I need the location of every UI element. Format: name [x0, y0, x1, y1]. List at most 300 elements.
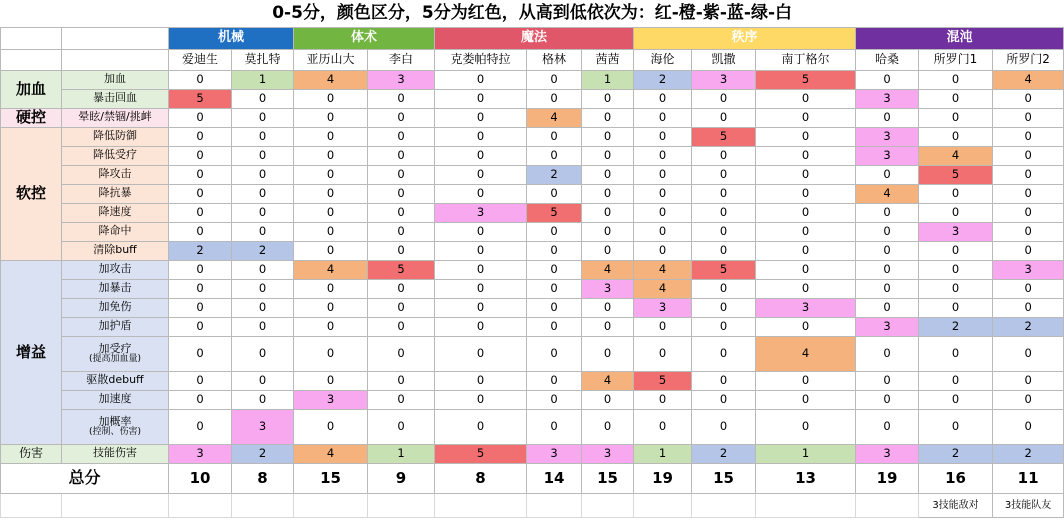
score-cell: 3: [368, 70, 435, 89]
score-cell: 0: [169, 127, 232, 146]
total-score: 15: [582, 463, 634, 493]
score-cell: 0: [435, 146, 527, 165]
score-cell: 0: [856, 279, 919, 298]
stat-label: [62, 444, 169, 463]
score-cell: 0: [919, 184, 993, 203]
score-cell: 0: [756, 371, 856, 390]
score-cell: 0: [993, 298, 1064, 317]
score-cell: 0: [435, 89, 527, 108]
total-score: 8: [435, 463, 527, 493]
score-cell: 0: [294, 184, 368, 203]
score-cell: 0: [856, 241, 919, 260]
score-cell: 0: [368, 108, 435, 127]
score-cell: 0: [582, 409, 634, 444]
score-cell: 0: [634, 336, 692, 371]
stat-label-text: 技能伤害: [93, 446, 137, 460]
score-cell: 0: [919, 108, 993, 127]
score-cell: 0: [527, 127, 582, 146]
blank-cell: [435, 493, 527, 517]
score-cell: 0: [634, 184, 692, 203]
stat-label: [62, 317, 169, 336]
corner-blank: [62, 49, 169, 70]
score-cell: 0: [368, 146, 435, 165]
score-cell: 0: [368, 279, 435, 298]
blank-cell: [62, 493, 169, 517]
score-cell: 2: [232, 444, 294, 463]
score-cell: 4: [294, 260, 368, 279]
table-row: [1, 298, 1064, 317]
score-cell: 1: [756, 444, 856, 463]
score-cell: 0: [919, 390, 993, 409]
score-cell: 0: [993, 371, 1064, 390]
score-cell: 0: [527, 146, 582, 165]
score-cell: 2: [993, 317, 1064, 336]
score-cell: 0: [294, 127, 368, 146]
score-cell: 3: [856, 317, 919, 336]
stat-label: [62, 336, 169, 371]
stat-label-text: 加血: [104, 72, 126, 86]
stat-label: [62, 146, 169, 165]
score-cell: 0: [756, 390, 856, 409]
score-cell: 0: [232, 89, 294, 108]
score-cell: 0: [294, 108, 368, 127]
blank-cell: [294, 493, 368, 517]
score-cell: 0: [634, 390, 692, 409]
score-cell: 3: [692, 70, 756, 89]
corner-blank: [1, 49, 62, 70]
group-header-row: [1, 27, 1064, 49]
score-cell: 5: [169, 89, 232, 108]
score-cell: 0: [634, 165, 692, 184]
score-cell: 5: [692, 127, 756, 146]
score-cell: 0: [527, 409, 582, 444]
corner-blank: [62, 27, 169, 49]
score-cell: 0: [169, 146, 232, 165]
score-cell: 0: [527, 241, 582, 260]
score-cell: 2: [232, 241, 294, 260]
blank-cell: [756, 493, 856, 517]
score-cell: 0: [368, 298, 435, 317]
table-row: [1, 146, 1064, 165]
score-cell: 5: [368, 260, 435, 279]
score-cell: 4: [756, 336, 856, 371]
category-label: 硬控: [1, 108, 62, 127]
score-cell: 3: [435, 203, 527, 222]
note-row: [1, 493, 1064, 517]
table-row: [1, 89, 1064, 108]
score-cell: 0: [294, 279, 368, 298]
score-cell: 0: [692, 371, 756, 390]
score-cell: 4: [582, 260, 634, 279]
total-score: 11: [993, 463, 1064, 493]
score-cell: 0: [756, 409, 856, 444]
score-cell: 0: [756, 203, 856, 222]
category-label: 增益: [1, 260, 62, 444]
table-row: [1, 70, 1064, 89]
score-cell: 0: [232, 203, 294, 222]
score-cell: 0: [919, 298, 993, 317]
score-cell: 0: [435, 390, 527, 409]
stat-label-text: 加概率: [98, 414, 132, 428]
score-cell: 0: [169, 390, 232, 409]
score-cell: 1: [232, 70, 294, 89]
score-cell: 0: [169, 279, 232, 298]
score-cell: 0: [756, 108, 856, 127]
score-cell: 3: [919, 222, 993, 241]
hero-name: 南丁格尔: [756, 49, 856, 70]
table-row: [1, 184, 1064, 203]
score-cell: 0: [435, 317, 527, 336]
score-cell: 0: [169, 203, 232, 222]
score-cell: 0: [692, 409, 756, 444]
total-score: 10: [169, 463, 232, 493]
score-cell: 3: [527, 444, 582, 463]
score-cell: 0: [435, 165, 527, 184]
score-cell: 0: [435, 222, 527, 241]
score-cell: 0: [692, 184, 756, 203]
score-cell: 0: [756, 127, 856, 146]
score-cell: 0: [169, 409, 232, 444]
score-cell: 4: [527, 108, 582, 127]
score-cell: 4: [634, 260, 692, 279]
score-cell: 0: [634, 127, 692, 146]
hero-name: 海伦: [634, 49, 692, 70]
score-cell: 0: [169, 222, 232, 241]
score-cell: 0: [993, 390, 1064, 409]
score-cell: 2: [527, 165, 582, 184]
score-cell: 0: [993, 222, 1064, 241]
table-row: [1, 203, 1064, 222]
score-cell: 5: [692, 260, 756, 279]
category-label: 软控: [1, 127, 62, 260]
score-cell: 0: [582, 146, 634, 165]
hero-name: 莫扎特: [232, 49, 294, 70]
hero-name: 格林: [527, 49, 582, 70]
score-cell: 0: [232, 165, 294, 184]
score-cell: 0: [368, 336, 435, 371]
score-cell: 0: [527, 89, 582, 108]
stat-label-text: 加受疗: [98, 341, 132, 355]
score-cell: 0: [232, 317, 294, 336]
score-cell: 0: [435, 260, 527, 279]
score-cell: 0: [692, 165, 756, 184]
blank-cell: [582, 493, 634, 517]
corner-blank: [1, 27, 62, 49]
score-cell: 0: [527, 336, 582, 371]
stat-label-text: 加暴击: [98, 281, 132, 295]
score-cell: 0: [435, 409, 527, 444]
score-cell: 0: [856, 409, 919, 444]
score-cell: 0: [232, 260, 294, 279]
score-cell: 4: [993, 70, 1064, 89]
score-cell: 4: [294, 70, 368, 89]
total-score: 13: [756, 463, 856, 493]
score-cell: 0: [856, 203, 919, 222]
score-cell: 0: [692, 89, 756, 108]
stat-label-text: 加护盾: [98, 319, 132, 333]
score-cell: 0: [527, 184, 582, 203]
category-label: 伤害: [1, 444, 62, 463]
table-row: [1, 260, 1064, 279]
score-cell: 0: [756, 165, 856, 184]
table-row: [1, 108, 1064, 127]
score-cell: 0: [856, 70, 919, 89]
stat-label: [62, 260, 169, 279]
table-row: [1, 444, 1064, 463]
score-cell: 0: [368, 371, 435, 390]
score-cell: 0: [856, 298, 919, 317]
score-cell: 0: [692, 108, 756, 127]
hero-name: 茜茜: [582, 49, 634, 70]
score-cell: 0: [993, 146, 1064, 165]
score-cell: 2: [919, 444, 993, 463]
score-cell: 0: [435, 371, 527, 390]
score-cell: 3: [856, 89, 919, 108]
stat-label: [62, 165, 169, 184]
score-cell: 0: [435, 241, 527, 260]
score-cell: 5: [919, 165, 993, 184]
stat-label-note: (控制、伤害): [88, 426, 142, 437]
stat-label: [62, 279, 169, 298]
score-cell: 0: [993, 241, 1064, 260]
score-cell: 0: [169, 317, 232, 336]
score-cell: 0: [919, 409, 993, 444]
hero-name: 李白: [368, 49, 435, 70]
stat-label: [62, 108, 169, 127]
blank-cell: [856, 493, 919, 517]
score-cell: 0: [294, 222, 368, 241]
score-cell: 0: [294, 146, 368, 165]
score-cell: 0: [919, 127, 993, 146]
score-cell: 0: [692, 298, 756, 317]
score-cell: 0: [756, 222, 856, 241]
score-cell: 0: [294, 336, 368, 371]
stat-label: [62, 89, 169, 108]
score-cell: 3: [232, 409, 294, 444]
blank-cell: [169, 493, 232, 517]
score-cell: 0: [692, 390, 756, 409]
score-cell: 3: [169, 444, 232, 463]
score-cell: 3: [993, 260, 1064, 279]
score-cell: 5: [435, 444, 527, 463]
page-title: 0-5分，颜色区分，5分为红色，从高到低依次为：红-橙-紫-蓝-绿-白: [272, 2, 793, 23]
score-cell: 0: [856, 108, 919, 127]
score-cell: 0: [232, 390, 294, 409]
stat-label-text: 加攻击: [98, 262, 132, 276]
score-cell: 0: [527, 390, 582, 409]
score-cell: 0: [993, 89, 1064, 108]
score-cell: 0: [856, 390, 919, 409]
score-cell: 3: [634, 298, 692, 317]
score-cell: 0: [993, 336, 1064, 371]
hero-name: 克娄帕特拉: [435, 49, 527, 70]
score-cell: 1: [582, 70, 634, 89]
score-cell: 0: [169, 371, 232, 390]
score-cell: 0: [435, 279, 527, 298]
score-cell: 0: [756, 260, 856, 279]
blank-cell: [692, 493, 756, 517]
score-cell: 0: [435, 298, 527, 317]
score-cell: 0: [756, 279, 856, 298]
score-cell: 0: [294, 89, 368, 108]
table-row: [1, 409, 1064, 444]
score-cell: 0: [993, 127, 1064, 146]
score-cell: 0: [582, 127, 634, 146]
total-label: 总分: [1, 463, 169, 493]
total-score: 14: [527, 463, 582, 493]
table-row: [1, 371, 1064, 390]
score-cell: 0: [368, 184, 435, 203]
score-cell: 2: [692, 444, 756, 463]
stat-label-text: 暴击回血: [93, 91, 137, 105]
score-cell: 0: [527, 279, 582, 298]
score-cell: 0: [368, 127, 435, 146]
score-cell: 0: [692, 222, 756, 241]
score-cell: 5: [756, 70, 856, 89]
score-cell: 0: [169, 108, 232, 127]
score-cell: 0: [634, 317, 692, 336]
score-cell: 0: [856, 260, 919, 279]
total-row: [1, 463, 1064, 493]
table-row: [1, 317, 1064, 336]
score-cell: 0: [368, 165, 435, 184]
table-row: [1, 127, 1064, 146]
score-cell: 3: [856, 444, 919, 463]
score-cell: 0: [692, 146, 756, 165]
score-cell: 0: [582, 241, 634, 260]
hero-name: 哈桑: [856, 49, 919, 70]
score-cell: 0: [756, 184, 856, 203]
score-cell: 4: [582, 371, 634, 390]
note-solomon2: 3技能队友: [993, 493, 1064, 517]
score-cell: 2: [169, 241, 232, 260]
score-cell: 0: [692, 336, 756, 371]
stat-label-text: 晕眩/禁锢/挑衅: [78, 110, 152, 124]
blank-cell: [634, 493, 692, 517]
total-score: 15: [692, 463, 756, 493]
table-row: [1, 241, 1064, 260]
score-cell: 0: [634, 146, 692, 165]
score-cell: 0: [856, 336, 919, 371]
score-cell: 0: [582, 298, 634, 317]
hero-name: 亚历山大: [294, 49, 368, 70]
score-cell: 0: [368, 409, 435, 444]
hero-name: 凯撒: [692, 49, 756, 70]
blank-cell: [527, 493, 582, 517]
score-cell: 0: [435, 108, 527, 127]
score-cell: 0: [993, 279, 1064, 298]
score-cell: 0: [582, 108, 634, 127]
score-cell: 0: [435, 184, 527, 203]
score-cell: 0: [232, 298, 294, 317]
score-cell: 4: [294, 444, 368, 463]
total-score: 19: [634, 463, 692, 493]
stat-label: [62, 390, 169, 409]
score-cell: 0: [169, 260, 232, 279]
stat-label: [62, 371, 169, 390]
score-cell: 0: [527, 222, 582, 241]
stat-label-note: (提高加血量): [88, 353, 142, 364]
score-cell: 0: [582, 336, 634, 371]
score-cell: 0: [435, 336, 527, 371]
score-cell: 0: [993, 203, 1064, 222]
stat-label-text: 加速度: [98, 392, 132, 406]
score-cell: 0: [634, 89, 692, 108]
score-cell: 0: [756, 317, 856, 336]
score-cell: 3: [582, 444, 634, 463]
score-cell: 0: [919, 203, 993, 222]
score-cell: 0: [527, 298, 582, 317]
score-cell: 0: [993, 409, 1064, 444]
group-header: 机械: [169, 27, 294, 49]
score-cell: 0: [368, 222, 435, 241]
score-cell: 5: [527, 203, 582, 222]
score-cell: 0: [582, 203, 634, 222]
score-cell: 0: [692, 317, 756, 336]
score-cell: 0: [993, 108, 1064, 127]
stat-label-text: 降低防御: [93, 129, 137, 143]
score-cell: 0: [232, 127, 294, 146]
note-solomon1: 3技能敌对: [919, 493, 993, 517]
score-cell: 0: [634, 108, 692, 127]
stat-label: [62, 203, 169, 222]
score-cell: 0: [294, 241, 368, 260]
score-cell: 0: [169, 70, 232, 89]
score-cell: 0: [232, 184, 294, 203]
score-cell: 0: [634, 241, 692, 260]
score-cell: 0: [756, 146, 856, 165]
stat-label: [62, 184, 169, 203]
score-cell: 0: [368, 241, 435, 260]
blank-cell: [1, 493, 62, 517]
score-cell: 1: [634, 444, 692, 463]
category-label: 加血: [1, 70, 62, 108]
table-row: [1, 390, 1064, 409]
score-cell: 0: [232, 108, 294, 127]
blank-cell: [232, 493, 294, 517]
score-cell: 0: [169, 298, 232, 317]
stat-label-text: 降抗暴: [98, 186, 132, 200]
hero-name: 所罗门1: [919, 49, 993, 70]
score-cell: 0: [856, 371, 919, 390]
score-cell: 4: [919, 146, 993, 165]
score-cell: 0: [232, 222, 294, 241]
stat-label-text: 降攻击: [98, 167, 132, 181]
score-cell: 0: [692, 241, 756, 260]
score-cell: 0: [919, 260, 993, 279]
total-score: 9: [368, 463, 435, 493]
stat-label-text: 降低受疗: [93, 148, 137, 162]
stat-label: [62, 222, 169, 241]
score-cell: 0: [527, 260, 582, 279]
score-cell: 0: [993, 165, 1064, 184]
score-cell: 0: [527, 70, 582, 89]
table-row: [1, 222, 1064, 241]
score-cell: 0: [582, 390, 634, 409]
stat-label: [62, 241, 169, 260]
score-cell: 4: [856, 184, 919, 203]
score-cell: 0: [756, 241, 856, 260]
group-header: 秩序: [634, 27, 856, 49]
score-cell: 0: [919, 336, 993, 371]
table-row: [1, 336, 1064, 371]
score-cell: 0: [919, 371, 993, 390]
score-cell: 0: [294, 371, 368, 390]
score-cell: 0: [294, 317, 368, 336]
stat-label-text: 降命中: [98, 224, 132, 238]
stat-label-text: 清除buff: [93, 243, 137, 257]
stat-label-text: 驱散debuff: [86, 373, 144, 387]
